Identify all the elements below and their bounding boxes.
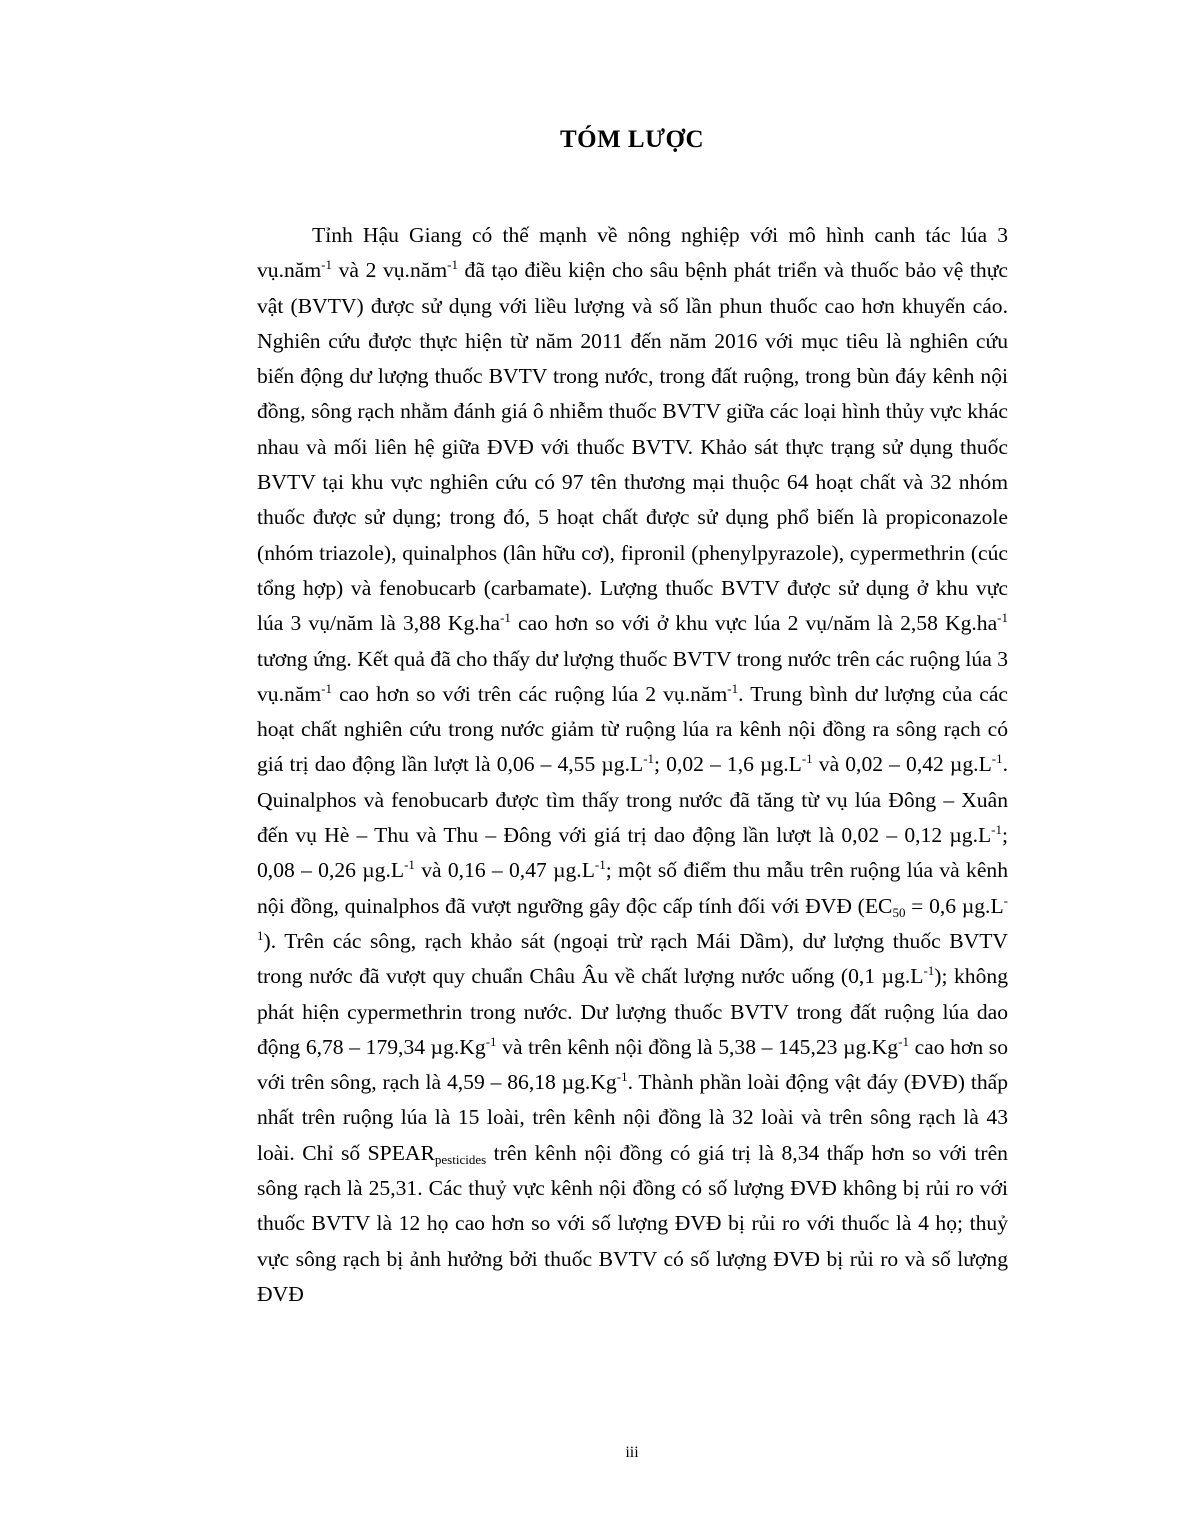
abstract-text: Tỉnh Hậu Giang có thế mạnh về nông nghiệp với mô hình canh tác lúa 3 vụ.năm	[257, 223, 1008, 283]
superscript: -1	[447, 257, 458, 273]
superscript: -1	[997, 610, 1008, 626]
abstract-text: cao hơn so với trên sông, rạch là 4,59 – 86,18 µg.Kg	[257, 1034, 1009, 1095]
abstract-text: và 2 vụ.năm	[332, 258, 448, 283]
abstract-text: ); không phát hiện cypermethrin trong nước. Dư lượng thuốc BVTV trong đất ruộng lúa dao động 6,78 – 179,34 µg.Kg	[257, 964, 1008, 1059]
abstract-text: ; 0,02 – 1,6 µg.L	[654, 752, 802, 777]
superscript: -1	[404, 857, 415, 873]
abstract-text: . Thành phần loài động vật đáy (ĐVĐ) thấp nhất trên ruộng lúa là 15 loài, trên kênh nội đồng là 32 loài và trên sông rạch là 43 loài. Chỉ số SPEAR	[257, 1070, 1008, 1165]
abstract-text: đã tạo điều kiện cho sâu bệnh phát triển và thuốc bảo vệ thực vật (BVTV) được sử dụng với liều lượng và số lần phun thuốc cao hơn khuyến cáo. Nghiên cứu được thực hiện từ năm 2011 đến năm 2016 với mục tiêu là nghiên cứu biến động dư lượng thuốc BVTV trong nước, trong đất ruộng, trong bùn đáy kênh nội đồng, sông rạch nhằm đánh giá ô nhiễm thuốc BVTV giữa các loại hình thủy vực khác nhau và mối liên hệ giữa ĐVĐ với thuốc BVTV. Khảo sát thực trạng sử dụng thuốc BVTV tại khu vực nghiên cứu có 97 tên thương mại thuộc 64 hoạt chất và 32 nhóm thuốc được sử dụng; trong đó, 5 hoạt chất được sử dụng phổ biến là propiconazole (nhóm triazole), quinalphos (lân hữu cơ), fipronil (phenylpyrazole), cypermethrin (cúc tổng hợp) và fenobucarb (carbamate). Lượng thuốc BVTV được sử dụng ở khu vực lúa 3 vụ/năm là 3,88 Kg.ha	[257, 258, 1008, 636]
superscript: -1	[923, 963, 935, 979]
abstract-paragraph	[257, 218, 1008, 1312]
abstract-text: cao hơn so với trên các ruộng lúa 2 vụ.năm	[332, 681, 728, 706]
superscript: -1	[727, 680, 739, 696]
superscript: -1	[991, 822, 1002, 838]
superscript: -1	[643, 751, 655, 767]
superscript: -1	[801, 751, 813, 767]
page-number: iii	[625, 1444, 639, 1461]
abstract-text: cao hơn so với ở khu vực lúa 2 vụ/năm là 2,58 Kg.ha	[510, 611, 998, 636]
subscript: pesticides	[434, 1151, 487, 1167]
superscript: -1	[991, 751, 1003, 767]
abstract-text: tương ứng. Kết quả đã cho thấy dư lượng thuốc BVTV trong nước trên các ruộng lúa 3 vụ.năm	[257, 646, 1008, 706]
superscript: -1	[321, 257, 333, 273]
superscript: -1	[321, 680, 333, 696]
abstract-text: ). Trên các sông, rạch khảo sát (ngoại trừ rạch Mái Dầm), dư lượng thuốc BVTV trong nước đã vượt quy chuẩn Châu Âu về chất lượng nước uống (0,1 µg.L	[257, 928, 1008, 989]
abstract-text: và trên kênh nội đồng là 5,38 – 145,23 µg.Kg	[496, 1034, 899, 1059]
abstract-text: . Trung bình dư lượng của các hoạt chất nghiên cứu trong nước giảm từ ruộng lúa ra kênh nội đồng ra sông rạch có giá trị dao động lần lượt là 0,06 – 4,55 µg.L	[257, 681, 1008, 777]
superscript: -1	[594, 857, 606, 873]
abstract-text: và 0,16 – 0,47 µg.L	[414, 858, 595, 883]
abstract-text: ; 0,08 – 0,26 µg.L	[257, 823, 1008, 883]
abstract-text: trên kênh nội đồng có giá trị là 8,34 thấp hơn so với trên sông rạch là 25,31. Các thuỷ vực kênh nội đồng có số lượng ĐVĐ không bị rủi ro với thuốc BVTV là 12 họ cao hơn so với số lượng ĐVĐ bị rủi ro với thuốc là 4 họ; thuỷ vực sông rạch bị ảnh hưởng bởi thuốc BVTV có số lượng ĐVĐ bị rủi ro và số lượng ĐVĐ	[257, 1140, 1008, 1306]
superscript: -1	[898, 1033, 909, 1049]
page-title: TÓM LƯỢC	[559, 126, 705, 153]
abstract-text: = 0,6 µg.L	[905, 893, 1004, 918]
abstract-text: ; một số điểm thu mẫu trên ruộng lúa và kênh nội đồng, quinalphos đã vượt ngưỡng gây độc cấp tính đối với ĐVĐ (EC	[257, 858, 1008, 918]
superscript: -1	[616, 1069, 628, 1085]
superscript: -1	[485, 1033, 497, 1049]
subscript: 50	[892, 904, 906, 920]
superscript: -1	[500, 610, 511, 626]
superscript: -1	[257, 892, 1008, 943]
abstract-text: . Quinalphos và fenobucarb được tìm thấy trong nước đã tăng từ vụ lúa Đông – Xuân đến vụ Hè – Thu và Thu – Đông với giá trị dao động lần lượt là 0,02 – 0,12 µg.L	[257, 752, 1009, 848]
abstract-text: và 0,02 – 0,42 µg.L	[812, 752, 992, 777]
